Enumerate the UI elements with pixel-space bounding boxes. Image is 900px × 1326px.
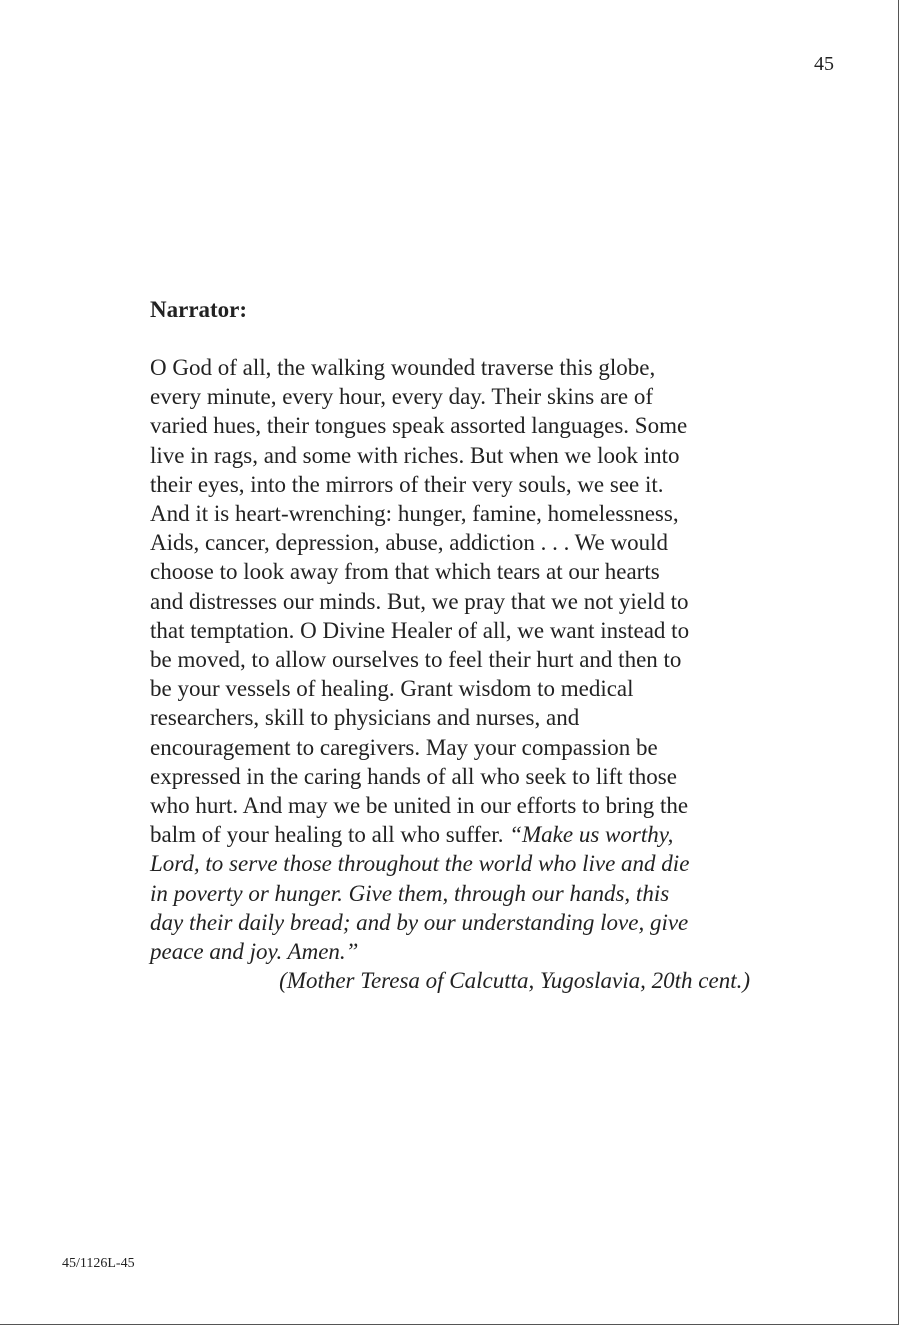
quote-text: in poverty or hunger. Give them, through our hands, this [150, 880, 670, 906]
quote-text: Lord, to serve those throughout the world who live and die [150, 851, 690, 877]
text-plain-part: balm of your healing to all who suffer. [150, 822, 510, 848]
quote-line [150, 908, 750, 937]
text-line: be moved, to allow ourselves to feel their hurt and then to [150, 647, 682, 673]
text-line: be your vessels of healing. Grant wisdom to medical [150, 676, 634, 702]
footer-code: 45/1126L-45 [62, 1256, 135, 1271]
text-line: And it is heart-wrenching: hunger, famine, homelessness, [150, 501, 679, 527]
text-line: that temptation. O Divine Healer of all, we want instead to [150, 617, 690, 643]
quote-text: day their daily bread; and by our understanding love, give [150, 909, 689, 935]
quote-line [150, 879, 750, 908]
text-line-mixed [150, 820, 750, 849]
text-line: choose to look away from that which tears at our hearts [150, 559, 660, 585]
text-line: researchers, skill to physicians and nurses, and [150, 705, 580, 731]
page-number: 45 [814, 53, 834, 75]
text-line: their eyes, into the mirrors of their very souls, we see it. [150, 471, 664, 497]
text-line: O God of all, the walking wounded traverse this globe, [150, 355, 656, 380]
quote-attribution: (Mother Teresa of Calcutta, Yugoslavia, 20th cent.) [279, 968, 750, 994]
text-line: and distresses our minds. But, we pray that we not yield to [150, 588, 689, 614]
text-line: varied hues, their tongues speak assorted languages. Some [150, 413, 688, 439]
quote-line [150, 937, 750, 966]
text-line: encouragement to caregivers. May your compassion be [150, 734, 658, 760]
quote-start: “Make us worthy, [509, 822, 674, 848]
quote-text: peace and joy. Amen.” [150, 939, 359, 965]
text-line: Aids, cancer, depression, abuse, addiction . . . We would [150, 530, 669, 556]
text-line: every minute, every hour, every day. Their skins are of [150, 384, 653, 410]
prayer-text [150, 353, 750, 995]
text-line: live in rags, and some with riches. But when we look into [150, 442, 680, 468]
quote-line [150, 849, 750, 878]
text-line: expressed in the caring hands of all who seek to lift those [150, 763, 677, 789]
text-line: who hurt. And may we be united in our efforts to bring the [150, 793, 689, 819]
speaker-heading: Narrator: [150, 297, 248, 322]
